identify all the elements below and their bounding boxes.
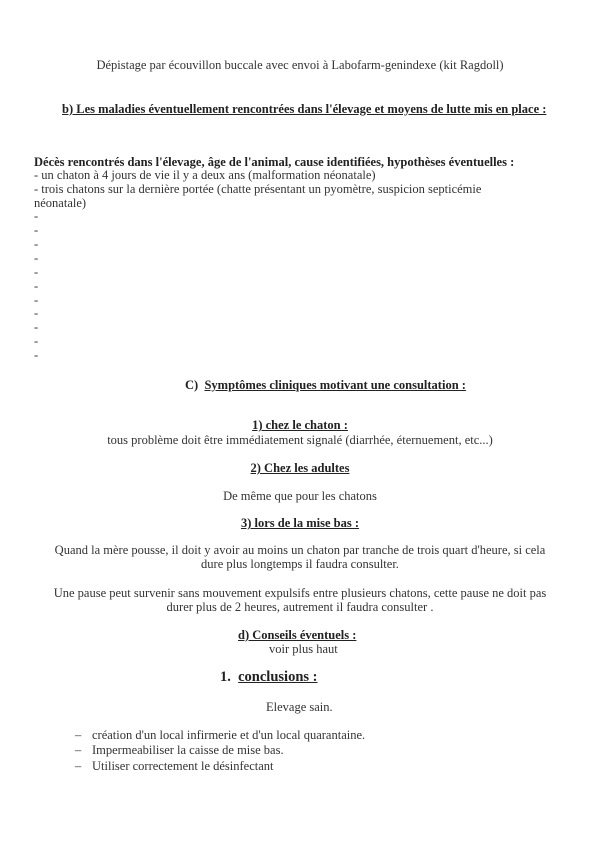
adults-heading: 2) Chez les adultes: [250, 461, 350, 475]
birth-heading: 3) lors de la mise bas :: [240, 516, 360, 530]
conclusion-item: Impermeabiliser la caisse de mise bas.: [92, 743, 284, 757]
conclusions-summary: Elevage sain.: [266, 700, 333, 714]
death-item: - un chaton à 4 jours de vie il y a deux ans (malformation néonatale): [34, 168, 376, 182]
conclusions-number: 1.: [220, 669, 231, 685]
deaths-heading: Décès rencontrés dans l'élevage, âge de l'animal, cause identifiées, hypothèses éventuelles :: [34, 155, 515, 169]
section-b-heading: b) Les maladies éventuellement rencontrées dans l'élevage et moyens de lutte mis en place :: [62, 102, 547, 116]
birth-paragraph-2: Une pause peut survenir sans mouvement expulsifs entre plusieurs chatons, cette pause ne doit pas: [53, 586, 547, 600]
death-item: - trois chatons sur la dernière portée (chatte présentant un pyomètre, suspicion septicémie: [34, 182, 482, 196]
advice-text: voir plus haut: [269, 642, 338, 656]
conclusions-title: conclusions :: [238, 669, 318, 685]
empty-dash: -: [34, 237, 39, 251]
empty-dash: -: [34, 293, 39, 307]
birth-paragraph-1: dure plus longtemps il faudra consulter.: [201, 557, 399, 571]
section-c-title: Symptômes cliniques motivant une consultation :: [204, 378, 466, 392]
empty-dash: -: [34, 320, 39, 334]
section-c-heading: [185, 377, 466, 393]
empty-dash: -: [34, 209, 39, 223]
empty-dash: -: [34, 251, 39, 265]
section-c-prefix: C): [185, 378, 199, 392]
conclusion-item: Utiliser correctement le désinfectant: [92, 759, 274, 773]
conclusion-bullet: –: [75, 759, 82, 773]
kitten-heading: 1) chez le chaton :: [252, 418, 348, 432]
empty-dash: -: [34, 334, 39, 348]
empty-dash: -: [34, 223, 39, 237]
kitten-text: tous problème doit être immédiatement signalé (diarrhée, éternuement, etc...): [107, 433, 493, 447]
birth-paragraph-2: durer plus de 2 heures, autrement il faudra consulter .: [166, 600, 434, 614]
conclusion-bullet: –: [75, 743, 82, 757]
empty-dash: -: [34, 306, 39, 320]
empty-dash: -: [34, 265, 39, 279]
empty-dash: -: [34, 279, 39, 293]
conclusion-item: création d'un local infirmerie et d'un local quarantaine.: [92, 728, 366, 742]
conclusions-heading: [220, 669, 318, 685]
death-item: néonatale): [34, 196, 87, 210]
intro-text: Dépistage par écouvillon buccale avec envoi à Labofarm-genindexe (kit Ragdoll): [96, 58, 504, 72]
adults-text: De même que pour les chatons: [223, 489, 377, 503]
birth-paragraph-1: Quand la mère pousse, il doit y avoir au moins un chaton par tranche de trois quart d'heure, si cela: [54, 543, 546, 557]
conclusion-bullet: –: [75, 728, 82, 742]
empty-dash: -: [34, 348, 39, 362]
advice-heading: d) Conseils éventuels :: [238, 628, 357, 642]
